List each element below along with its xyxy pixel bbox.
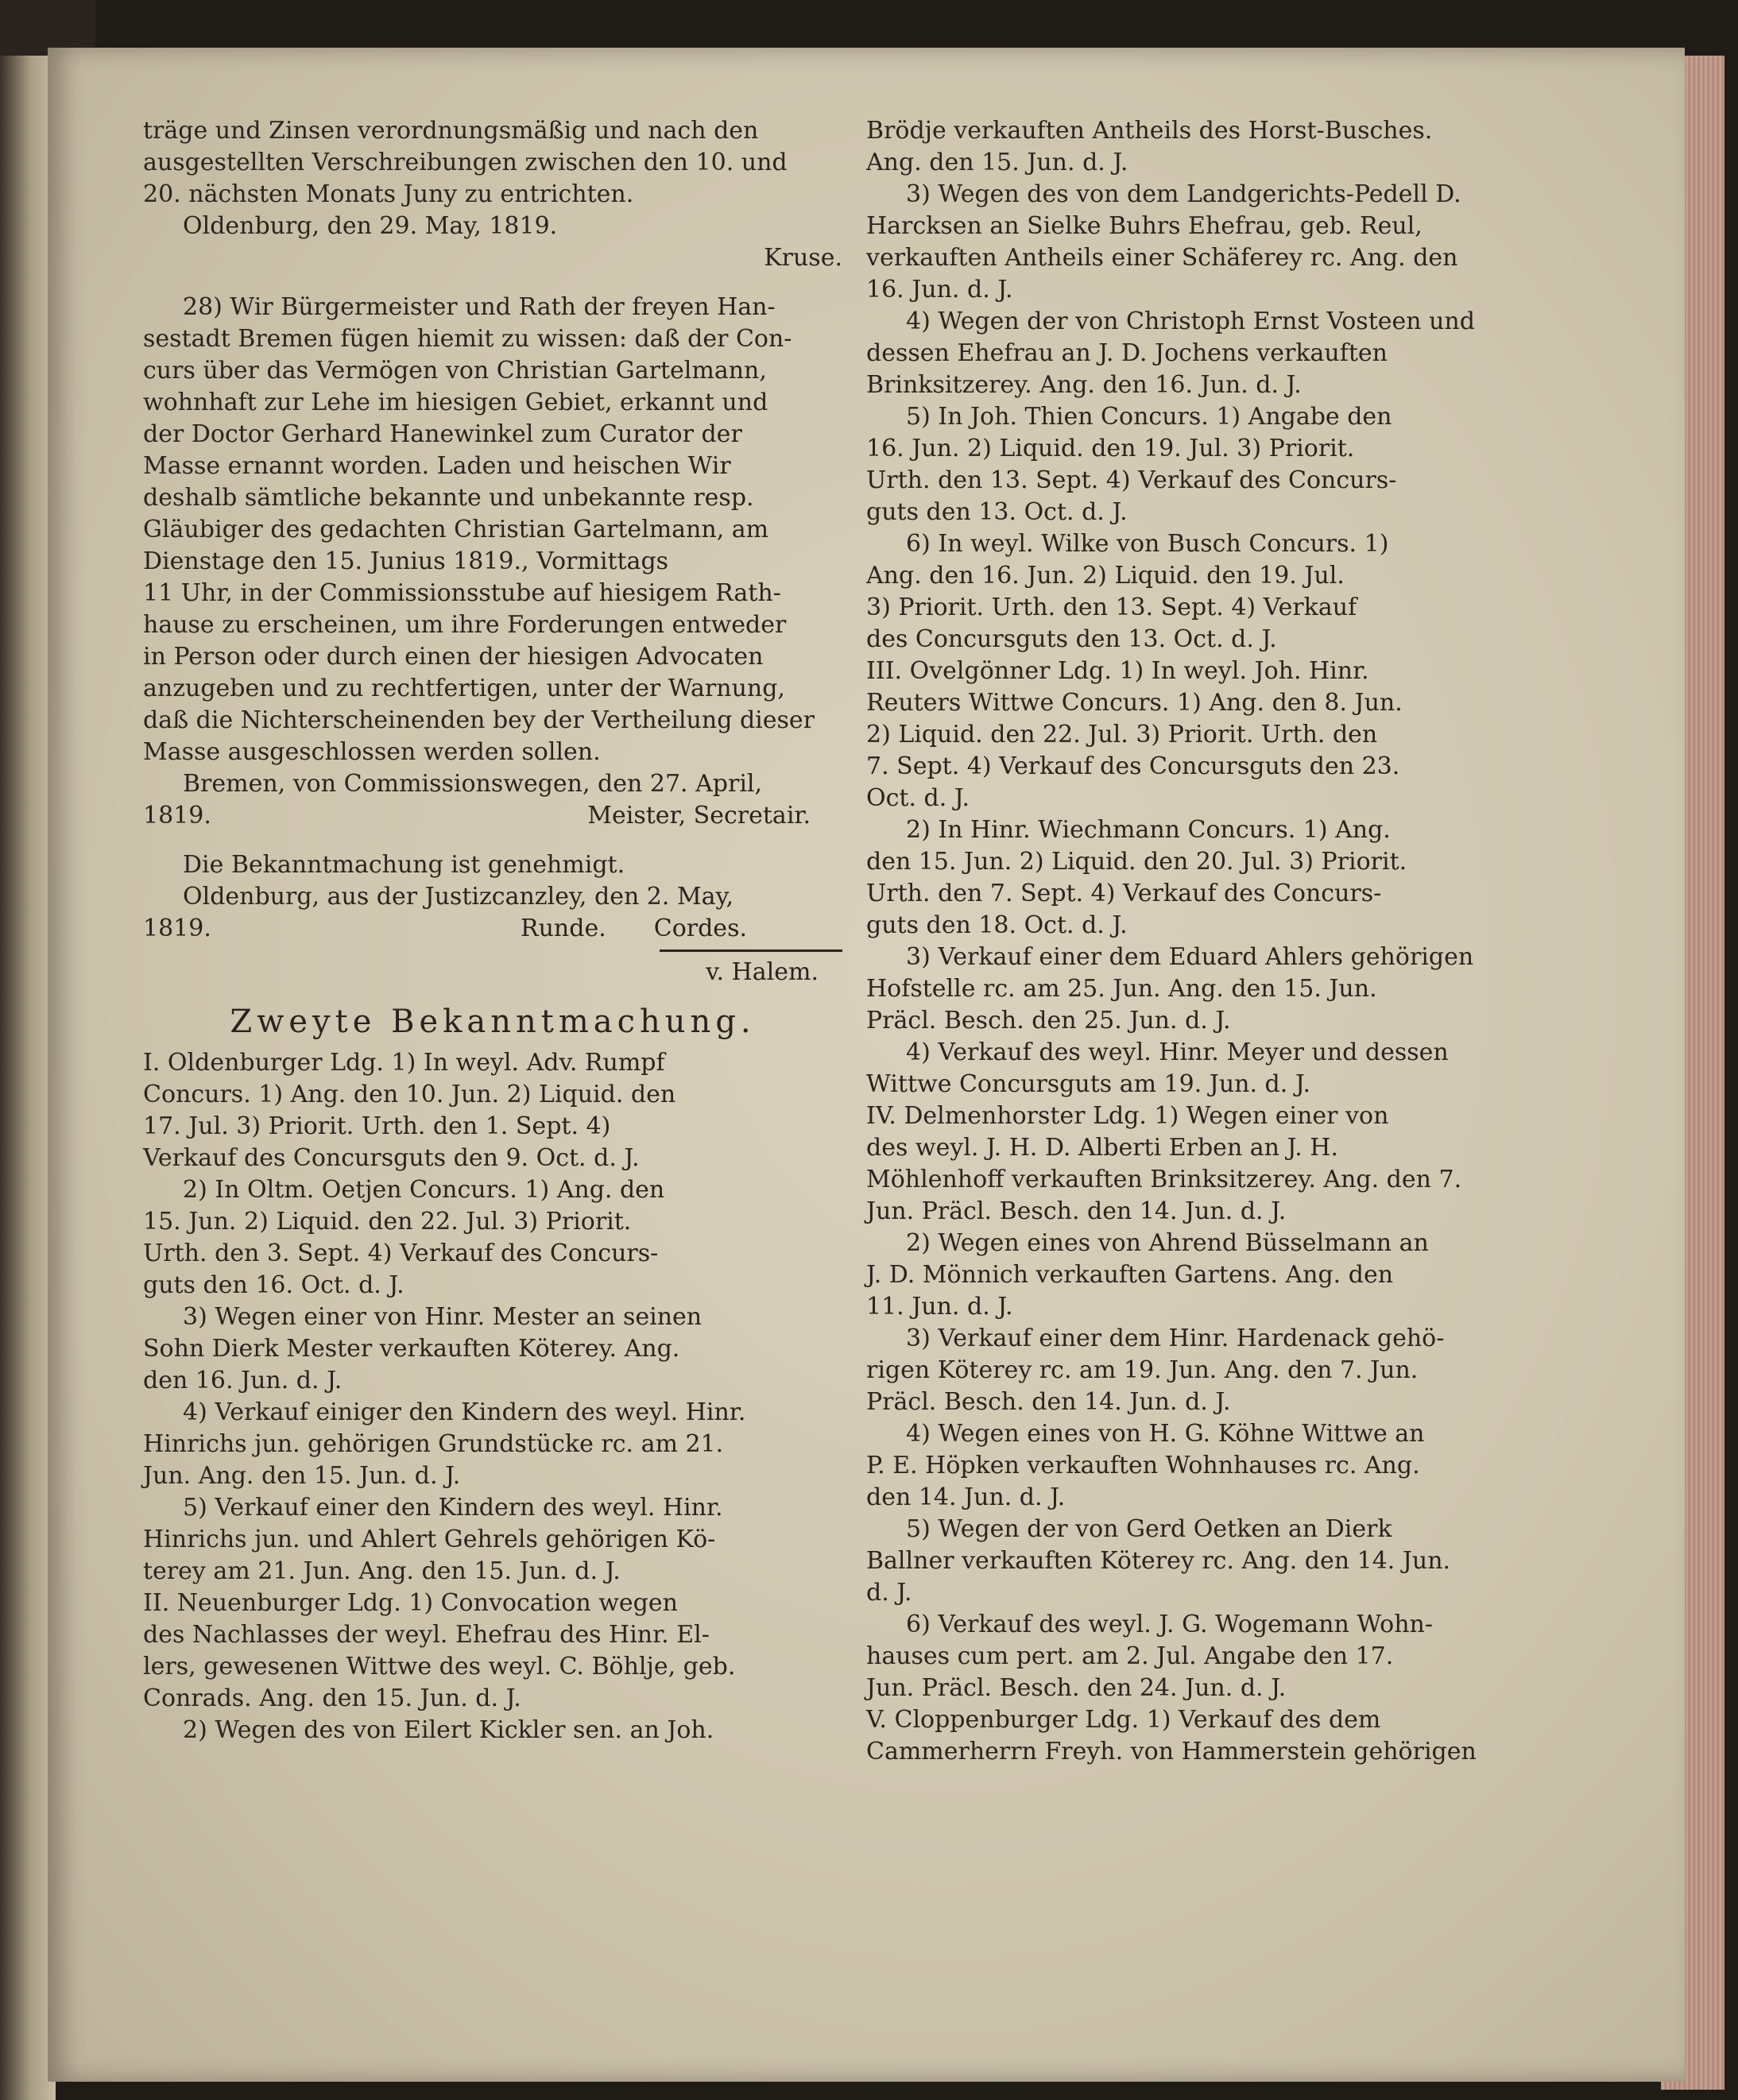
text-line: terey am 21. Jun. Ang. den 15. Jun. d. J. — [143, 1557, 621, 1585]
text-line: 5) Verkauf einer den Kindern des weyl. Hinr. — [183, 1494, 723, 1522]
text-line: 2) In Oltm. Oetjen Concurs. 1) Ang. den — [183, 1176, 665, 1204]
text-line: 3) Priorit. Urth. den 13. Sept. 4) Verkauf — [866, 594, 1357, 621]
text-line: guts den 13. Oct. d. J. — [866, 498, 1128, 526]
place-date: Bremen, von Commissionswegen, den 27. April, — [183, 770, 763, 798]
text-line: Sohn Dierk Mester verkauften Köterey. Ang. — [143, 1335, 680, 1363]
text-line: 15. Jun. 2) Liquid. den 22. Jul. 3) Priorit. — [143, 1208, 632, 1236]
approval-text: Die Bekanntmachung ist genehmigt. — [183, 851, 625, 879]
text-line: 4) Verkauf einiger den Kindern des weyl. Hinr. — [183, 1398, 746, 1426]
text-line: Cammerherrn Freyh. von Hammerstein gehörigen — [866, 1738, 1477, 1765]
text-line: dessen Ehefrau an J. D. Jochens verkauften — [866, 339, 1388, 367]
text-line: Urth. den 3. Sept. 4) Verkauf des Concurs- — [143, 1240, 659, 1267]
text-line: 4) Wegen eines von H. G. Köhne Wittwe an — [906, 1420, 1425, 1448]
text-line: des Concursguts den 13. Oct. d. J. — [866, 625, 1277, 653]
text-line: 11. Jun. d. J. — [866, 1293, 1013, 1321]
text-line: Verkauf des Concursguts den 9. Oct. d. J. — [143, 1144, 640, 1172]
text-line: Reuters Wittwe Concurs. 1) Ang. den 8. Jun. — [866, 689, 1403, 717]
text-line: Präcl. Besch. den 14. Jun. d. J. — [866, 1388, 1231, 1416]
text-line: 2) Wegen eines von Ahrend Büsselmann an — [906, 1229, 1429, 1257]
text-line: Urth. den 13. Sept. 4) Verkauf des Concurs- — [866, 466, 1397, 494]
text-line: Hofstelle rc. am 25. Jun. Ang. den 15. Jun. — [866, 975, 1377, 1003]
text-line: 17. Jul. 3) Priorit. Urth. den 1. Sept. 4) — [143, 1112, 611, 1140]
text-line: 6) In weyl. Wilke von Busch Concurs. 1) — [906, 530, 1389, 558]
text-line: 5) Wegen der von Gerd Oetken an Dierk — [906, 1515, 1392, 1543]
text-line: Brinksitzerey. Ang. den 16. Jun. d. J. — [866, 371, 1302, 399]
text-line: II. Neuenburger Ldg. 1) Convocation wegen — [143, 1589, 678, 1617]
text-line: in Person oder durch einen der hiesigen Advocaten — [143, 643, 764, 671]
text-line: träge und Zinsen verordnungsmäßig und nach den — [143, 117, 759, 145]
signature-row — [143, 800, 842, 832]
text-line: Präcl. Besch. den 25. Jun. d. J. — [866, 1007, 1231, 1035]
text-line: Ang. den 16. Jun. 2) Liquid. den 19. Jul. — [866, 562, 1345, 590]
text-line: 2) In Hinr. Wiechmann Concurs. 1) Ang. — [906, 816, 1391, 844]
text-line: 3) Verkauf einer dem Hinr. Hardenack gehö- — [906, 1325, 1445, 1352]
year: 1819. — [143, 802, 211, 830]
text-line: Oct. d. J. — [866, 784, 970, 812]
divider-rule — [660, 949, 842, 952]
text-line: rigen Köterey rc. am 19. Jun. Ang. den 7. Jun. — [866, 1356, 1419, 1384]
text-line: 20. nächsten Monats Juny zu entrichten. — [143, 180, 634, 208]
text-line: verkauften Antheils einer Schäferey rc. Ang. den — [866, 244, 1458, 272]
text-line: Hinrichs jun. und Ahlert Gehrels gehörigen Kö- — [143, 1526, 716, 1553]
text-line: 2) Liquid. den 22. Jul. 3) Priorit. Urth. den — [866, 721, 1378, 748]
place-date: Oldenburg, aus der Justizcanzley, den 2. May, — [183, 883, 734, 911]
text-line: 4) Verkauf des weyl. Hinr. Meyer und dessen — [906, 1038, 1449, 1066]
signature: Meister, Secretair. — [587, 802, 811, 830]
text-line: d. J. — [866, 1579, 912, 1607]
right-column — [866, 115, 1581, 1768]
text-line: P. E. Höpken verkauften Wohnhauses rc. Ang. — [866, 1452, 1420, 1479]
text-line: Jun. Ang. den 15. Jun. d. J. — [143, 1462, 461, 1490]
text-line: III. Ovelgönner Ldg. 1) In weyl. Joh. Hinr. — [866, 657, 1369, 685]
text-line: 16. Jun. d. J. — [866, 276, 1013, 304]
text-line: den 16. Jun. d. J. — [143, 1367, 343, 1394]
left-column — [143, 115, 842, 1746]
book-page — [48, 48, 1685, 2082]
text-line: Hinrichs jun. gehörigen Grundstücke rc. am 21. — [143, 1430, 724, 1458]
text-line: Ang. den 15. Jun. d. J. — [866, 149, 1128, 176]
text-line: Jun. Präcl. Besch. den 24. Jun. d. J. — [866, 1674, 1287, 1702]
text-line: guts den 16. Oct. d. J. — [143, 1271, 405, 1299]
para1 — [143, 115, 842, 274]
signature: Kruse. — [764, 244, 842, 272]
text-line: Conrads. Ang. den 15. Jun. d. J. — [143, 1684, 521, 1712]
place-date: Oldenburg, den 29. May, 1819. — [183, 212, 558, 240]
text-line: Möhlenhoff verkauften Brinksitzerey. Ang. den 7. — [866, 1166, 1462, 1193]
text-line: Urth. den 7. Sept. 4) Verkauf des Concurs- — [866, 880, 1382, 907]
text-line: deshalb sämtliche bekannte und unbekannte resp. — [143, 484, 754, 512]
text-line: sestadt Bremen fügen hiemit zu wissen: daß der Con- — [143, 325, 792, 353]
text-line: Masse ausgeschlossen werden sollen. — [143, 738, 601, 766]
text-line: 5) In Joh. Thien Concurs. 1) Angabe den — [906, 403, 1392, 431]
text-line: lers, gewesenen Wittwe des weyl. C. Böhlje, geb. — [143, 1653, 736, 1680]
text-line: 4) Wegen der von Christoph Ernst Vosteen und — [906, 307, 1475, 335]
signature-row — [143, 913, 842, 945]
section-II — [143, 1588, 842, 1746]
text-line: Dienstage den 15. Junius 1819., Vormittags — [143, 547, 669, 575]
text-line: V. Cloppenburger Ldg. 1) Verkauf des dem — [866, 1706, 1381, 1734]
text-line: Gläubiger des gedachten Christian Gartelmann, am — [143, 516, 769, 543]
text-line: anzugeben und zu rechtfertigen, unter der Warnung, — [143, 675, 785, 702]
section-I — [143, 1047, 842, 1588]
signature: v. Halem. — [706, 958, 819, 986]
text-line: ausgestellten Verschreibungen zwischen den 10. und — [143, 149, 788, 176]
text-line: den 15. Jun. 2) Liquid. den 20. Jul. 3) Priorit. — [866, 848, 1407, 876]
text-line: hause zu erscheinen, um ihre Forderungen entweder — [143, 611, 787, 639]
text-line: des weyl. J. H. D. Alberti Erben an J. H. — [866, 1134, 1339, 1162]
approval — [143, 849, 842, 988]
text-line: wohnhaft zur Lehe im hiesigen Gebiet, erkannt und — [143, 389, 768, 416]
text-line: 16. Jun. 2) Liquid. den 19. Jul. 3) Priorit. — [866, 435, 1355, 462]
text-line: Ballner verkauften Köterey rc. Ang. den 14. Jun. — [866, 1547, 1451, 1575]
text-line: 3) Verkauf einer dem Eduard Ahlers gehörigen — [906, 943, 1474, 971]
text-line: hauses cum pert. am 2. Jul. Angabe den 17. — [866, 1642, 1394, 1670]
text-line: Jun. Präcl. Besch. den 14. Jun. d. J. — [866, 1197, 1287, 1225]
text-line: Wittwe Concursguts am 19. Jun. d. J. — [866, 1070, 1311, 1098]
text-line: des Nachlasses der weyl. Ehefrau des Hinr. El- — [143, 1621, 710, 1649]
text-line: 3) Wegen einer von Hinr. Mester an seinen — [183, 1303, 703, 1331]
section-heading: Zweyte Bekanntmachung. — [230, 1004, 756, 1040]
text-line: Harcksen an Sielke Buhrs Ehefrau, geb. Reul, — [866, 212, 1423, 240]
text-line: Concurs. 1) Ang. den 10. Jun. 2) Liquid. den — [143, 1081, 676, 1108]
text-line: 6) Verkauf des weyl. J. G. Wogemann Wohn- — [906, 1611, 1434, 1638]
text-line: 2) Wegen des von Eilert Kickler sen. an Joh. — [183, 1716, 714, 1744]
text-line: 3) Wegen des von dem Landgerichts-Pedell D. — [906, 180, 1461, 208]
text-line: den 14. Jun. d. J. — [866, 1483, 1066, 1511]
signature: Runde. — [521, 915, 606, 942]
text-line: I. Oldenburger Ldg. 1) In weyl. Adv. Rumpf — [143, 1049, 665, 1077]
text-line: IV. Delmenhorster Ldg. 1) Wegen einer von — [866, 1102, 1389, 1130]
text-line: Brödje verkauften Antheils des Horst-Busches. — [866, 117, 1433, 145]
text-line: guts den 18. Oct. d. J. — [866, 911, 1128, 939]
text-line: Masse ernannt worden. Laden und heischen Wir — [143, 452, 731, 480]
signature: Cordes. — [653, 915, 747, 942]
text-line: 28) Wir Bürgermeister und Rath der freyen Han- — [183, 293, 776, 321]
year: 1819. — [143, 915, 211, 942]
text-line: 11 Uhr, in der Commissionsstube auf hiesigem Rath- — [143, 579, 781, 607]
text-line: curs über das Vermögen von Christian Gartelmann, — [143, 357, 767, 385]
text-line: J. D. Mönnich verkauften Gartens. Ang. den — [866, 1261, 1394, 1289]
text-line: daß die Nichterscheinenden bey der Vertheilung dieser — [143, 706, 815, 734]
text-line: 7. Sept. 4) Verkauf des Concursguts den 23. — [866, 752, 1400, 780]
para2 — [143, 292, 842, 832]
text-line: der Doctor Gerhard Hanewinkel zum Curator der — [143, 420, 742, 448]
